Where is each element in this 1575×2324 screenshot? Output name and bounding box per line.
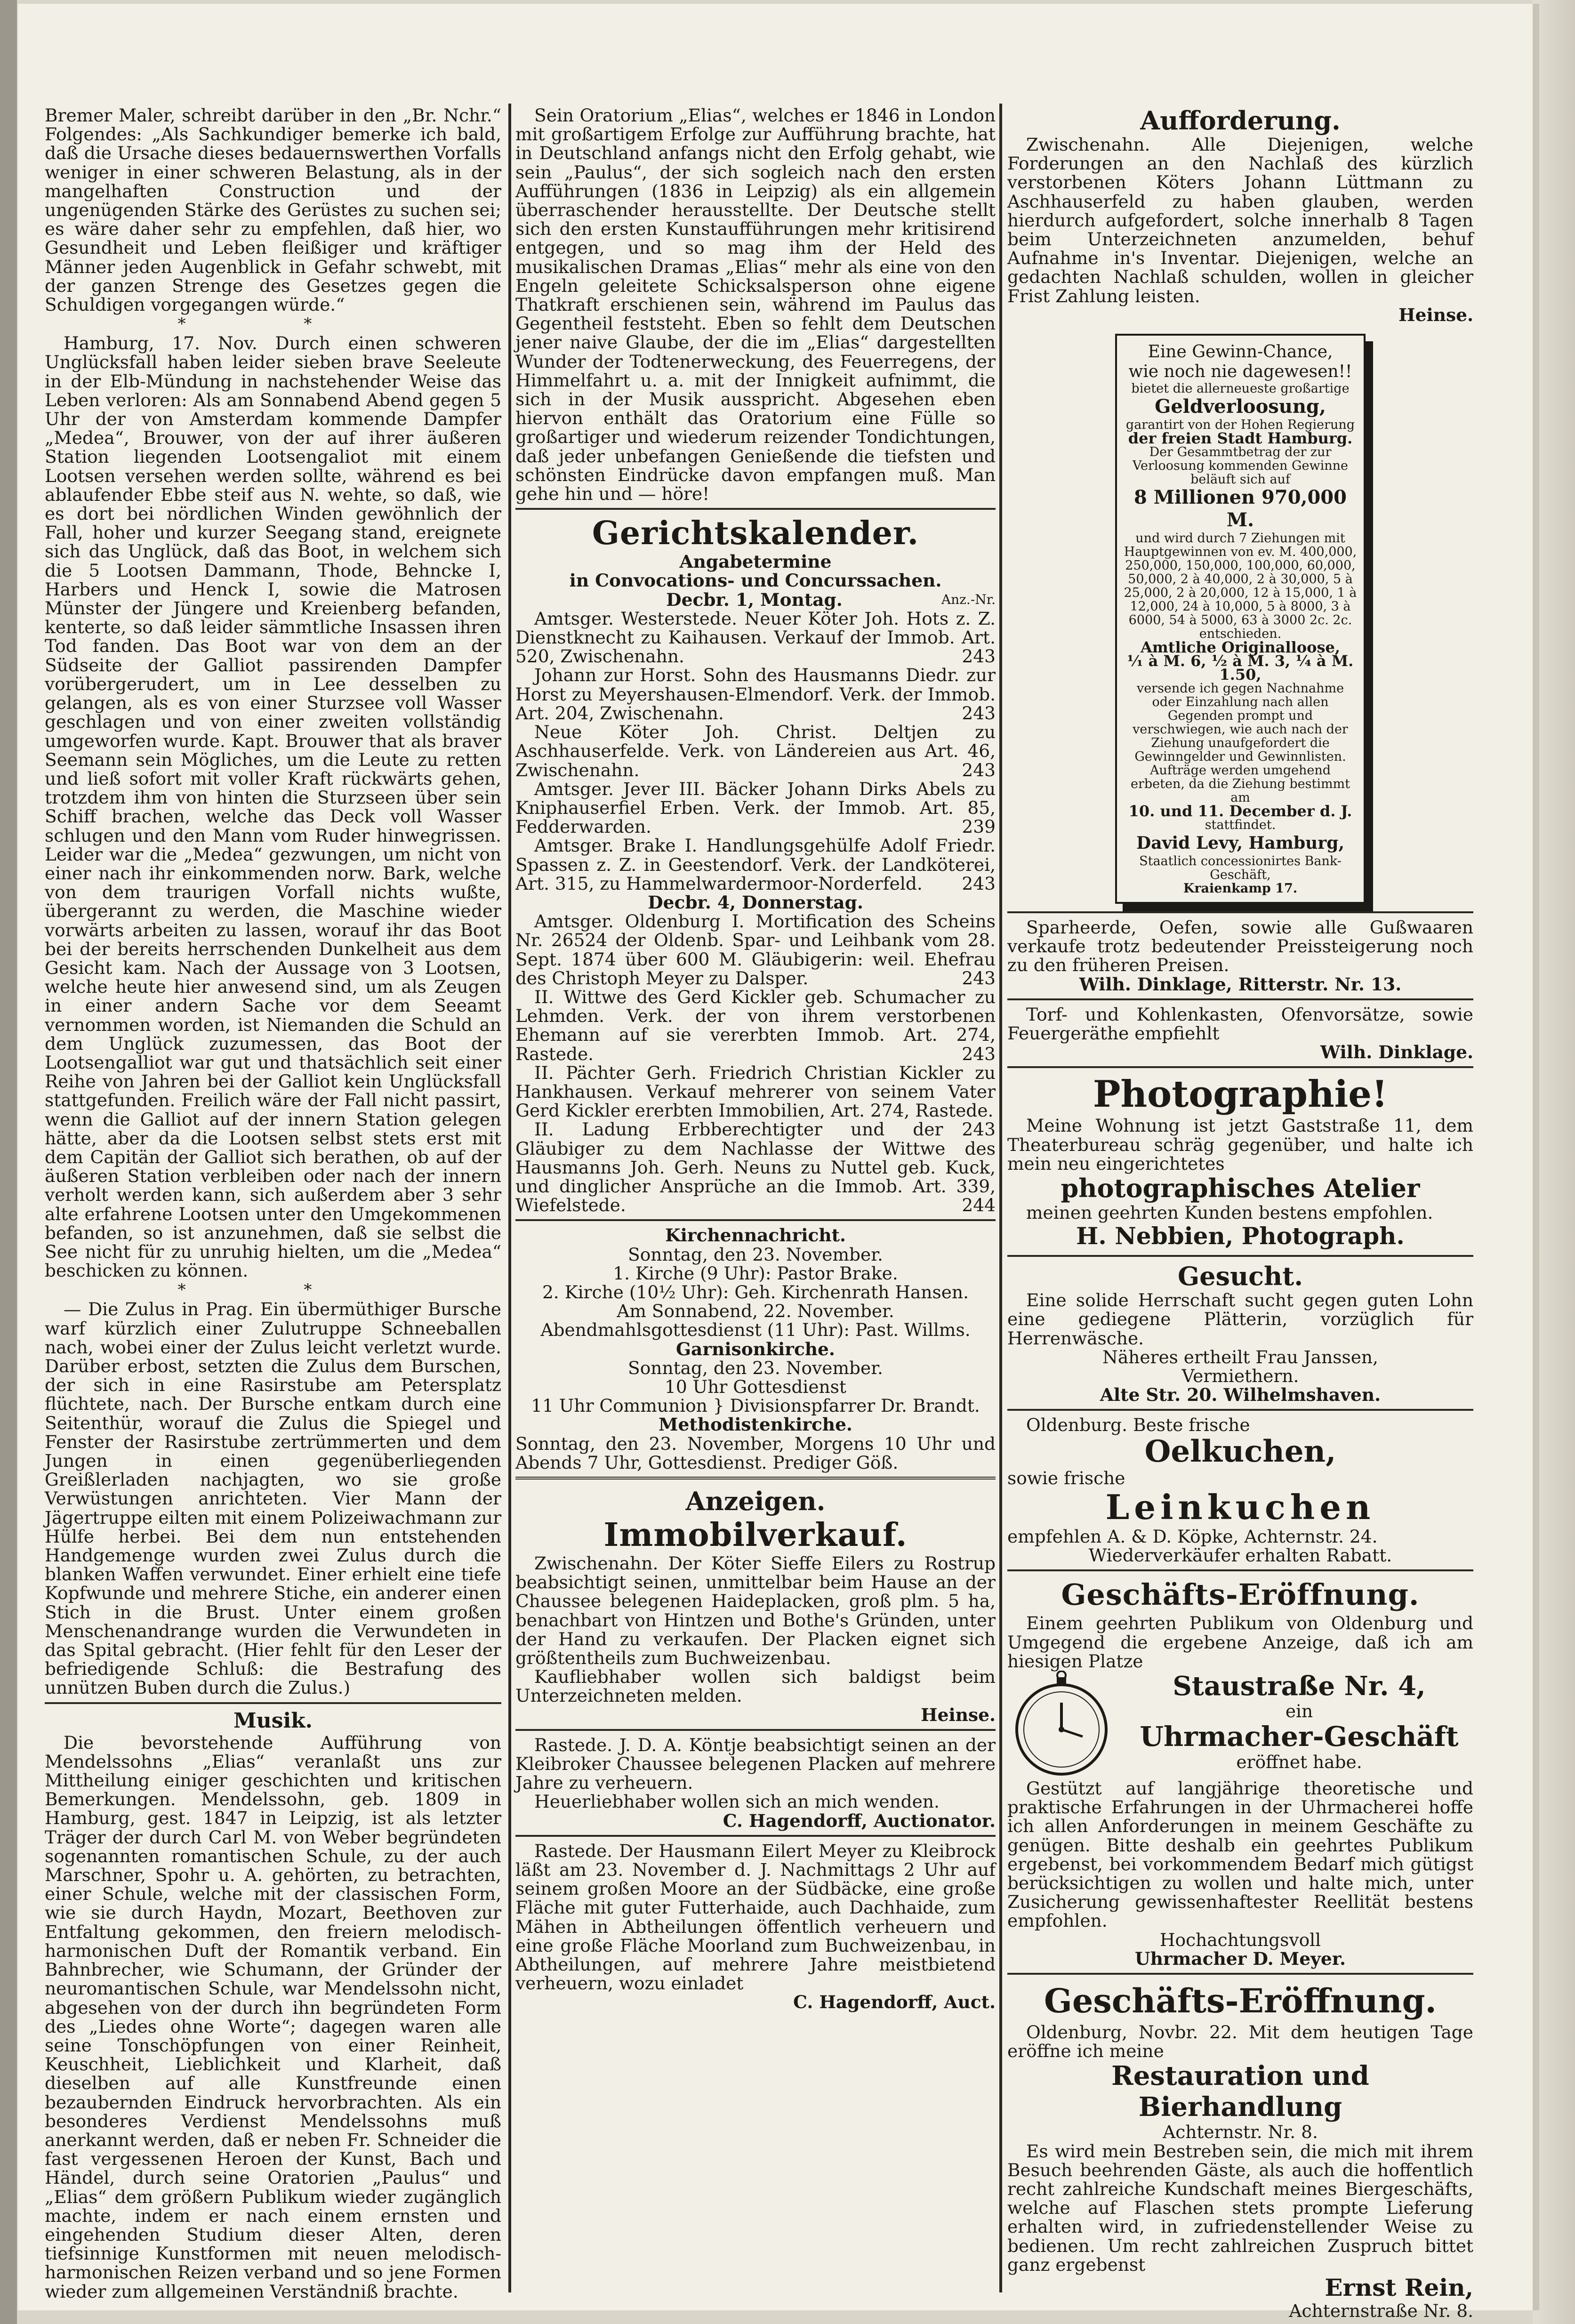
ad-text: Torf- und Kohlenkasten, Ofenvorsätze, sowie Feuergeräthe empfiehlt <box>1007 1004 1473 1044</box>
methodist-title: Methodistenkirche. <box>659 1414 852 1435</box>
lottery-line: 10. und 11. December d. J. <box>1128 802 1352 820</box>
divider <box>515 508 996 510</box>
gk-entry: Neue Köter Joh. Christ. Deltjen zu Aschhauserfelde. Verk. von Ländereien aus Art. 46, Zwischenahn. 243 <box>515 722 996 780</box>
ad-signature: Uhrmacher D. Meyer. <box>1134 1948 1346 1969</box>
page-shadow <box>1533 0 1575 2324</box>
ad-text: Näheres ertheilt Frau Janssen, <box>1102 1346 1378 1367</box>
ad-signature: H. Nebbien, Photograph. <box>1076 1222 1405 1250</box>
divider <box>1007 1255 1473 1257</box>
ad-text: Einem geehrten Publikum von Oldenburg und Umgegend die ergebene Anzeige, daß ich am hiesigen Platze <box>1007 1613 1473 1672</box>
lottery-line: Geldverloosung, <box>1155 395 1326 418</box>
ad-signature: C. Hagendorff, Auct. <box>793 1992 996 2013</box>
kirche-line: Am Sonnabend, 22. November. <box>617 1301 894 1322</box>
ad-text: Hochachtungsvoll <box>1159 1929 1321 1950</box>
kirche-line: Sonntag, den 23. November. <box>628 1244 883 1265</box>
ad-text: Wiederverkäufer erhalten Rabatt. <box>1088 1545 1392 1566</box>
ad-text: Es wird mein Bestreben sein, die mich mit ihrem Besuch beehrenden Gäste, als auch die hoffentlich recht zahlreiche Kundschaft meines Biergeschäfts, welche auf Flaschen stets prompte Lieferung erhalten wird, in zufriedenstellender Weise zu bedienen. Um recht zahlreichen Zuspruch bittet ganz ergebenst <box>1007 2140 1473 2275</box>
ad-signature: Wilh. Dinklage. <box>1320 1042 1473 1063</box>
divider <box>515 1477 996 1481</box>
ad-text: Sparheerde, Oefen, sowie alle Gußwaaren verkaufe trotz bedeutender Preissteigerung noch zu den früheren Preisen. <box>1007 917 1473 976</box>
ad-clock-text <box>1125 1671 1473 1771</box>
ad-text: ein <box>1285 1700 1313 1721</box>
gk-entry: Johann zur Horst. Sohn des Hausmanns Diedr. zur Horst zu Meyershausen-Elmendorf. Verk. der Immob. Art. 204, Zwischenahn. 243 <box>515 665 996 724</box>
gk-entry: II. Ladung Erbberechtigter und der Gläubiger zu dem Nachlasse der Wittwe des Hausmanns Joh. Gerh. Neuns zu Nuttel geb. Kuck, und dinglicher Ansprüche an die Immob. Art. 339, Wiefelstede. 244 <box>515 1119 996 1216</box>
ad-text: Zwischenahn. Der Köter Sieffe Eilers zu Rostrup beabsichtigt seinen, unmittelbar beim Hause an der Chaussee belegenen Haideplacken, groß plm. 5 ha, benachbart von Hintzen und Bothe's Gründen, unter der Hand zu verkaufen. Der Placken eignet sich größtentheils zum Buchweizenbau. <box>515 1553 996 1669</box>
gk-entry: Amtsger. Westerstede. Neuer Köter Joh. Hots z. Z. Dienstknecht zu Kaihausen. Verkauf der Immob. Art. 520, Zwischenahn. 243 <box>515 608 996 667</box>
ad-text: Vermiethern. <box>1181 1366 1299 1387</box>
ad-highlight: Restauration und Bierhandlung <box>1111 2060 1369 2123</box>
pocket-watch-icon <box>1007 1671 1116 1779</box>
article-continuation: Bremer Maler, schreibt darüber in den „Br. Nchr.“ Folgendes: „Als Sachkundiger bemerke ich bald, daß die Ursache dieses bedauernswerthen Vorfalls weniger in einer schweren Belastung, als in der mangelhaften Construction und der ungenügenden Stärke des Gerüstes zu suchen sei; es wäre daher sehr zu empfehlen, daß hier, wo Gesundheit und Leben fleißiger und kräftiger Männer jeden Augenblick in Gefahr schwebt, mit der ganzen Strenge des Gesetzes gegen die Schuldigen vorgegangen würde.“ <box>45 105 501 315</box>
kirche-title: Kirchennachricht. <box>665 1225 846 1246</box>
gk-subtitle: Angabetermine <box>679 551 832 572</box>
ad-text: Gestützt auf langjährige theoretische und praktische Erfahrungen in der Uhrmacherei hoffe ich allen Anforderungen in meinem Geschäfte zu genügen. Bitte deshalb ein geehrtes Publikum ergebenst, bei vorkommendem Bedarf mich gütigst berücksichtigen zu wollen und halte mich, unter Zusicherung gewissenhaftester Reellität bestens empfohlen. <box>1007 1777 1473 1931</box>
gk-subtitle: in Convocations- und Concurssachen. <box>569 570 942 591</box>
garnison-line: 11 Uhr Communion } Divisionspfarrer Dr. Brandt. <box>531 1395 980 1416</box>
ad-signature: Ernst Rein, <box>1325 2273 1473 2301</box>
ad-title-geschaeftseroeffnung-2: Geschäfts-Eröffnung. <box>1044 1981 1437 2020</box>
divider <box>1007 1569 1473 1571</box>
ad-signature: Heinse. <box>921 1704 996 1725</box>
ad-text: Meine Wohnung ist jetzt Gaststraße 11, dem Theaterbureau schräg gegenüber, und halte ich mein neu eingerichtetes <box>1007 1115 1473 1174</box>
lottery-line: David Levy, Hamburg, <box>1136 833 1344 853</box>
lottery-line: garantirt von der Hohen Regierung <box>1125 418 1355 433</box>
ad-text: Eine solide Herrschaft sucht gegen guten Lohn eine gediegene Plätterin, vorzüglich für Herrenwäsche. <box>1007 1290 1473 1349</box>
column-2 <box>515 106 996 2012</box>
ad-highlight: Uhrmacher-Geschäft <box>1140 1721 1459 1753</box>
section-title-anzeigen: Anzeigen. <box>685 1486 826 1517</box>
ad-highlight: photographisches Atelier <box>1061 1173 1420 1204</box>
ad-text: Oldenburg, Novbr. 22. Mit dem heutigen Tage eröffne ich meine <box>1007 2021 1473 2062</box>
ad-title-immobilverkauf: Immobilverkauf. <box>603 1516 908 1554</box>
ad-text: Kaufliebhaber wollen sich baldigst beim Unterzeichneten melden. <box>515 1666 996 1706</box>
lottery-line: Der Gesammtbetrag der zur Verloosung kommenden Gewinne beläuft sich auf <box>1132 445 1349 487</box>
garnison-line: Sonntag, den 23. November. <box>628 1357 883 1378</box>
divider <box>1007 998 1473 1000</box>
ad-text: Heuerliebhaber wollen sich an mich wenden. <box>534 1791 940 1812</box>
gk-anz-label: Anz.-Nr. <box>941 591 996 607</box>
ad-highlight: Leinkuchen <box>1105 1487 1375 1527</box>
ad-text: Oldenburg. Beste frische <box>1026 1415 1250 1436</box>
column-rule <box>508 104 511 2292</box>
gk-day: Decbr. 1, Montag. <box>666 589 843 610</box>
lottery-line: Amtliche Originalloose, <box>1141 638 1340 657</box>
column-1 <box>45 106 501 2301</box>
methodist-text: Sonntag, den 23. November, Morgens 10 Uhr und Abends 7 Uhr, Gottesdienst. Prediger Göß. <box>515 1433 996 1473</box>
lottery-line: Kraienkamp 17. <box>1183 881 1298 896</box>
article-musik: Die bevorstehende Aufführung von Mendelssohns „Elias“ veranlaßt uns zur Mittheilung einiger geschichten und kritischen Bemerkungen. Mendelssohn, geb. 1809 in Hamburg, gest. 1847 in Leipzig, ist als letzter Träger der durch Carl M. von Weber begründeten sogenannten romantischen Schule, zu der auch Marschner, Spohr u. A. gehörten, zu betrachten, einer Schule, welche mit der classischen Form, wie sie durch Haydn, Mozart, Beethoven zur Entfaltung gekommen, den freiern melodisch-harmonischen Duft der Romantik verband. Ein Bahnbrecher, wie Schumann, der Gründer der neuromantischen Schule, war Mendelssohn nicht, abgesehen von der durch ihn begründeten Form des „Liedes ohne Worte“; dagegen waren alle seine Tonschöpfungen von einer Reinheit, Keuschheit, Lieblichkeit und Klarheit, daß dieselben auf alle Kunstfreunde einen bezaubernden Eindruck hervorbrachten. Als ein besonderes Verdienst Mendelssohns muß anerkannt werden, daß er neben Fr. Schneider die fast vergessenen Heroen der Kunst, Bach und Händel, durch seine Oratorien „Paulus“ und „Elias“ dem größern Publikum wieder zugänglich machte, indem er nach einem ernsten und eingehenden Studium dieser Alten, deren tiefsinnige Kunstformen mit neuen melodisch-harmonischen Reizen verband und so jene Formen wieder zum allgemeinen Verständniß brachte. <box>45 1732 501 2302</box>
kirche-line: Abendmahlsgottesdienst (11 Uhr): Past. Willms. <box>540 1319 971 1341</box>
article-hamburg: Hamburg, 17. Nov. Durch einen schweren Unglücksfall haben leider sieben brave Seeleute in der Elb-Mündung in nachstehender Weise das Leben verloren: Als am Sonnabend Abend gegen 5 Uhr der von Amsterdam kommende Dampfer „Medea“, Brouwer, von der auf ihrer äußeren Station liegenden Lootsengaliot mit einem Lootsen versehen werden sollte, während es bei ablaufender Ebbe steif aus N. wehte, so daß, wie es dort bei nördlichen Winden gewöhnlich der Fall, hoher und kurzer Seegang stand, ereignete sich das Unglück, daß das Boot, in welchem sich die 5 Lootsen Dammann, Thode, Behncke I, Harbers und Henck I, sowie die Matrosen Münster der Jüngere und Kreienberg befanden, kenterte, so daß leider sämmtliche Insassen ihren Tod fanden. Das Boot war von dem an der Südseite der Galliot passirenden Dampfer vorübergerudert, um in Lee desselben zu gelangen, als es von einer Sturzsee voll Wasser geschlagen und von einer zweiten vollständig umgeworfen wurde. Kapt. Brouwer that als braver Seemann sein Mögliches, um die Leute zu retten und ließ sofort mit voller Kraft rückwärts gehen, trotzdem ihm von hinten die Sturzseen über sein Schiff brachen, welche das Deck voll Wasser schlugen und den Mann vom Ruder hinwegrissen. Leider war die „Medea“ gezwungen, um nicht von einer nach ihr einkommenden norw. Bark, welche von dem traurigen Vorfall nichts wußte, übergerannt zu werden, die Maschine wieder vorwärts arbeiten zu lassen, worauf ihr das Boot bei der bereits herrschenden Dunkelheit aus dem Gesicht kam. Nach der Aussage von 3 Lootsen, welche heute hier anwesend sind, um als Zeugen in einer andern Sache vor dem Seeamt vernommen worden, ist Niemanden die Schuld an dem Unglück zuzumessen, das Boot der Lootsengalliot war gut und thatsächlich seit einer Reihe von Jahren bei der Galliot kein Unglücksfall stattgefunden. Freilich wäre der Fall nicht passirt, wenn die Galliot auf der innern Station gelegen hätte, aber da die Lootsen selbst stets erst mit dem Capitän der Galliot sich berathen, ob auf der äußeren Station verbleiben oder nach der innern verholt werden kann, sich außerdem aber 3 sehr alte erfahrene Lootsen unter den Umgekommenen befanden, so ist anzunehmen, daß sie selbst die See nicht für zu unruhig hielten, um die „Medea“ beschicken zu können. <box>45 333 501 1281</box>
ad-title-photographie: Photographie! <box>1093 1073 1388 1116</box>
divider <box>515 1835 996 1837</box>
lottery-line: Staatlich concessionirtes Bank-Geschäft, <box>1139 854 1342 883</box>
ad-highlight: Oelkuchen, <box>1144 1433 1336 1469</box>
gk-entry: Amtsger. Brake I. Handlungsgehülfe Adolf Friedr. Spassen z. Z. in Geestendorf. Verk. der Landköterei, Art. 315, zu Hammelwardermoor-Norderfeld. 243 <box>515 835 996 894</box>
gk-entry: Amtsger. Jever III. Bäcker Johann Dirks Abels zu Kniphauserfiel Erben. Verk. der Immob. Art. 85, Fedderwarden. 239 <box>515 778 996 837</box>
ad-text: Rastede. Der Hausmann Eilert Meyer zu Kleibrock läßt am 23. November d. J. Nachmittags 2 Uhr auf seinem großen Moore an der Südbäcke, eine große Fläche mit guter Futterhaide, auch Dachhaide, zum Mähen in Abtheilungen öffentlich verheuern und eine große Fläche Moorland zum Buchweizenbau, in Abtheilungen, auf mehrere Jahre meistbietend verheuern, wozu einladet <box>515 1840 996 1994</box>
ad-text: sowie frische <box>1007 1467 1125 1488</box>
divider <box>1007 1066 1473 1068</box>
divider <box>1007 1409 1473 1411</box>
ad-text: empfehlen A. & D. Köpke, Achternstr. 24. <box>1007 1526 1378 1547</box>
lottery-line: Eine Gewinn-Chance, <box>1148 342 1333 362</box>
ad-clock-block <box>1007 1671 1473 1779</box>
ad-text: Rastede. J. D. A. Köntje beabsichtigt seinen an der Kleibroker Chaussee belegenen Placken auf mehrere Jahre zu verheuern. <box>515 1734 996 1793</box>
ad-signature: C. Hagendorff, Auctionator. <box>723 1810 996 1831</box>
lottery-line: 8 Millionen 970,000 M. <box>1134 486 1347 531</box>
article-elias: Sein Oratorium „Elias“, welches er 1846 in London mit großartigem Erfolge zur Aufführung brachte, hat in Deutschland anfangs nicht den Erfolg gehabt, wie sein „Paulus“, der sich sogleich nach den ersten Aufführungen (1836 in Leipzig) als ein allgemein überraschender herausstellte. Der Deutsche stellt sich den ersten Kunstaufführungen mehr kritisirend entgegen, und so mag ihm der Held des musikalischen Dramas „Elias“ mehr als eine von den Engeln geleitete Schicksalsperson ohne eigene Thatkraft erschienen sein, während im Paulus das Gegentheil feststeht. Eben so fehlt dem Deutschen jener naive Glaube, der die im „Elias“ dargestellten Wunder der Todtenerweckung, des Feuerregens, der Himmelfahrt u. a. mit der Innigkeit aufnimmt, die sich in der Musik ausspricht. Abgesehen eben hiervon enthält das Oratorium eine Fülle so großartiger und wiederum reizender Tondichtungen, daß jeder unbefangen Genießende die tiefsten und schönsten Eindrücke davon empfangen muß. Man gehe hin und — höre! <box>515 105 996 505</box>
lottery-line: und wird durch 7 Ziehungen mit Hauptgewinnen von ev. M. 400,000, 250,000, 150,000, 100,000, 60,000, 50,000, 2 à 40,000, 2 à 30,000, 5 à 25,000, 2 à 20,000, 12 à 15,000, 1 à 12,000, 24 à 10,000, 5 à 8000, 3 à 6000, 54 à 5000, 63 à 3000 2c. 2c. entschieden. <box>1124 531 1357 642</box>
divider <box>1007 911 1473 913</box>
lottery-line: versende ich gegen Nachnahme oder Einzahlung nach allen Gegenden prompt und verschwiegen, wie auch nach der Ziehung unaufgefordert die Gewinngelder und Gewinnlisten. <box>1133 681 1348 764</box>
column-rule <box>999 104 1002 2292</box>
gk-entry: Amtsger. Oldenburg I. Mortification des Scheins Nr. 26524 der Oldenb. Spar- und Leihbank vom 28. Sept. 1874 über 600 M. Gläubigerin: weil. Ehefrau des Christoph Meyer zu Dalsper. 243 <box>515 911 996 989</box>
divider <box>45 1702 501 1704</box>
ad-title-aufforderung: Aufforderung. <box>1140 105 1341 136</box>
ad-address: Achternstraße Nr. 8. <box>1289 2300 1473 2321</box>
separator-stars: * * <box>177 1280 369 1300</box>
lottery-line: wie noch nie dagewesen!! <box>1128 362 1352 382</box>
gk-day-header <box>515 590 996 609</box>
ad-text: meinen geehrten Kunden bestens empfohlen. <box>1026 1202 1433 1223</box>
divider <box>1007 1973 1473 1975</box>
lottery-line: bietet die allerneueste großartige <box>1131 381 1350 396</box>
divider <box>515 1219 996 1221</box>
ad-address: Achternstr. Nr. 8. <box>1163 2122 1318 2143</box>
gk-day: Decbr. 4, Donnerstag. <box>648 892 863 913</box>
ad-text: eröffnet habe. <box>1236 1752 1362 1773</box>
ad-text: Zwischenahn. Alle Diejenigen, welche Forderungen an den Nachlaß des kürzlich verstorbenen Köters Johann Lüttmann zu Aschhauserfeld zu haben glauben, werden hierdurch aufgefordert, solche innerhalb 8 Tagen beim Unterzeichneten anzumelden, behuf Aufnahme in's Inventar. Diejenigen, welche an gedachten Nachlaß schulden, wollen in gleicher Frist Zahlung leisten. <box>1007 134 1473 306</box>
ad-address: Staustraße Nr. 4, <box>1173 1670 1426 1702</box>
ad-signature: Alte Str. 20. Wilhelmshaven. <box>1100 1384 1381 1406</box>
lottery-line: ⅟₁ à M. 6, ½ à M. 3, ¼ à M. 1.50, <box>1127 652 1354 684</box>
ad-signature: Wilh. Dinklage, Ritterstr. Nr. 13. <box>1079 973 1402 995</box>
lottery-line: stattfindet. <box>1205 818 1276 833</box>
kirche-line: 2. Kirche (10½ Uhr): Geh. Kirchenrath Hansen. <box>542 1281 969 1303</box>
page-edge <box>0 0 17 2324</box>
divider <box>515 1729 996 1731</box>
lottery-line: Aufträge werden umgehend erbeten, da die Ziehung bestimmt am <box>1130 763 1350 805</box>
column-3 <box>1007 106 1473 2320</box>
lottery-ad-box <box>1115 334 1366 904</box>
article-zulus: — Die Zulus in Prag. Ein übermüthiger Bursche warf kürzlich einer Zulutruppe Schneeballen nach, wobei einer der Zulus leicht verletzt wurde. Darüber erbost, setzten die Zulus dem Burschen, der sich in eine Rasirstube am Petersplatz flüchtete, nach. Der Bursche entkam durch eine Seitenthür, worauf die Zulus die Spiegel und Fenster der Rasirstube zertrümmerten und dem Jungen in einen gegenüberliegenden Greißlerladen nachjagten, wo sie große Verwüstungen anrichteten. Vier Mann der Jägertruppe eilten mit einem Polizeiwachmann zur Hülfe herbei. Bei dem nun entstehenden Handgemenge wurden zwei Zulus durch die blanken Waffen verwundet. Einer erhielt eine tiefe Kopfwunde und mehrere Stiche, ein anderer einen Stich in die Brust. Unter einem großen Menschenandrange wurden die Verwundeten in das Spital gebracht. (Hier fehlt für den Leser der befriedigende Schluß: die Bestrafung des unnützen Buben durch die Zulus.) <box>45 1299 501 1698</box>
gk-entry: II. Wittwe des Gerd Kickler geb. Schumacher zu Lehmden. Verk. der von ihrem verstorbenen Ehemann auf sie vererbten Immob. Art. 274, Rastede. 243 <box>515 986 996 1064</box>
section-title-gerichtskalender: Gerichtskalender. <box>592 515 919 553</box>
kirche-line: 1. Kirche (9 Uhr): Pastor Brake. <box>613 1263 898 1284</box>
gk-entries-2 <box>515 912 996 1214</box>
gk-entries-1 <box>515 609 996 893</box>
ad-title-gesucht: Gesucht. <box>1177 1261 1303 1292</box>
garnison-line: 10 Uhr Gottesdienst <box>664 1376 846 1397</box>
gk-entry: II. Pächter Gerh. Friedrich Christian Kickler zu Hankhausen. Verkauf mehrerer von seinem Vater Gerd Kickler ererbten Immobilien, Art. 274, Rastede. 243 <box>515 1062 996 1140</box>
garnison-title: Garnisonkirche. <box>676 1338 835 1359</box>
ad-title-geschaeftseroeffnung: Geschäfts-Eröffnung. <box>1061 1577 1420 1612</box>
separator-stars: * * <box>177 314 369 334</box>
lottery-line: der freien Stadt Hamburg. <box>1128 429 1353 448</box>
ad-signature: Heinse. <box>1398 304 1473 325</box>
section-title-musik: Musik. <box>233 1708 313 1733</box>
